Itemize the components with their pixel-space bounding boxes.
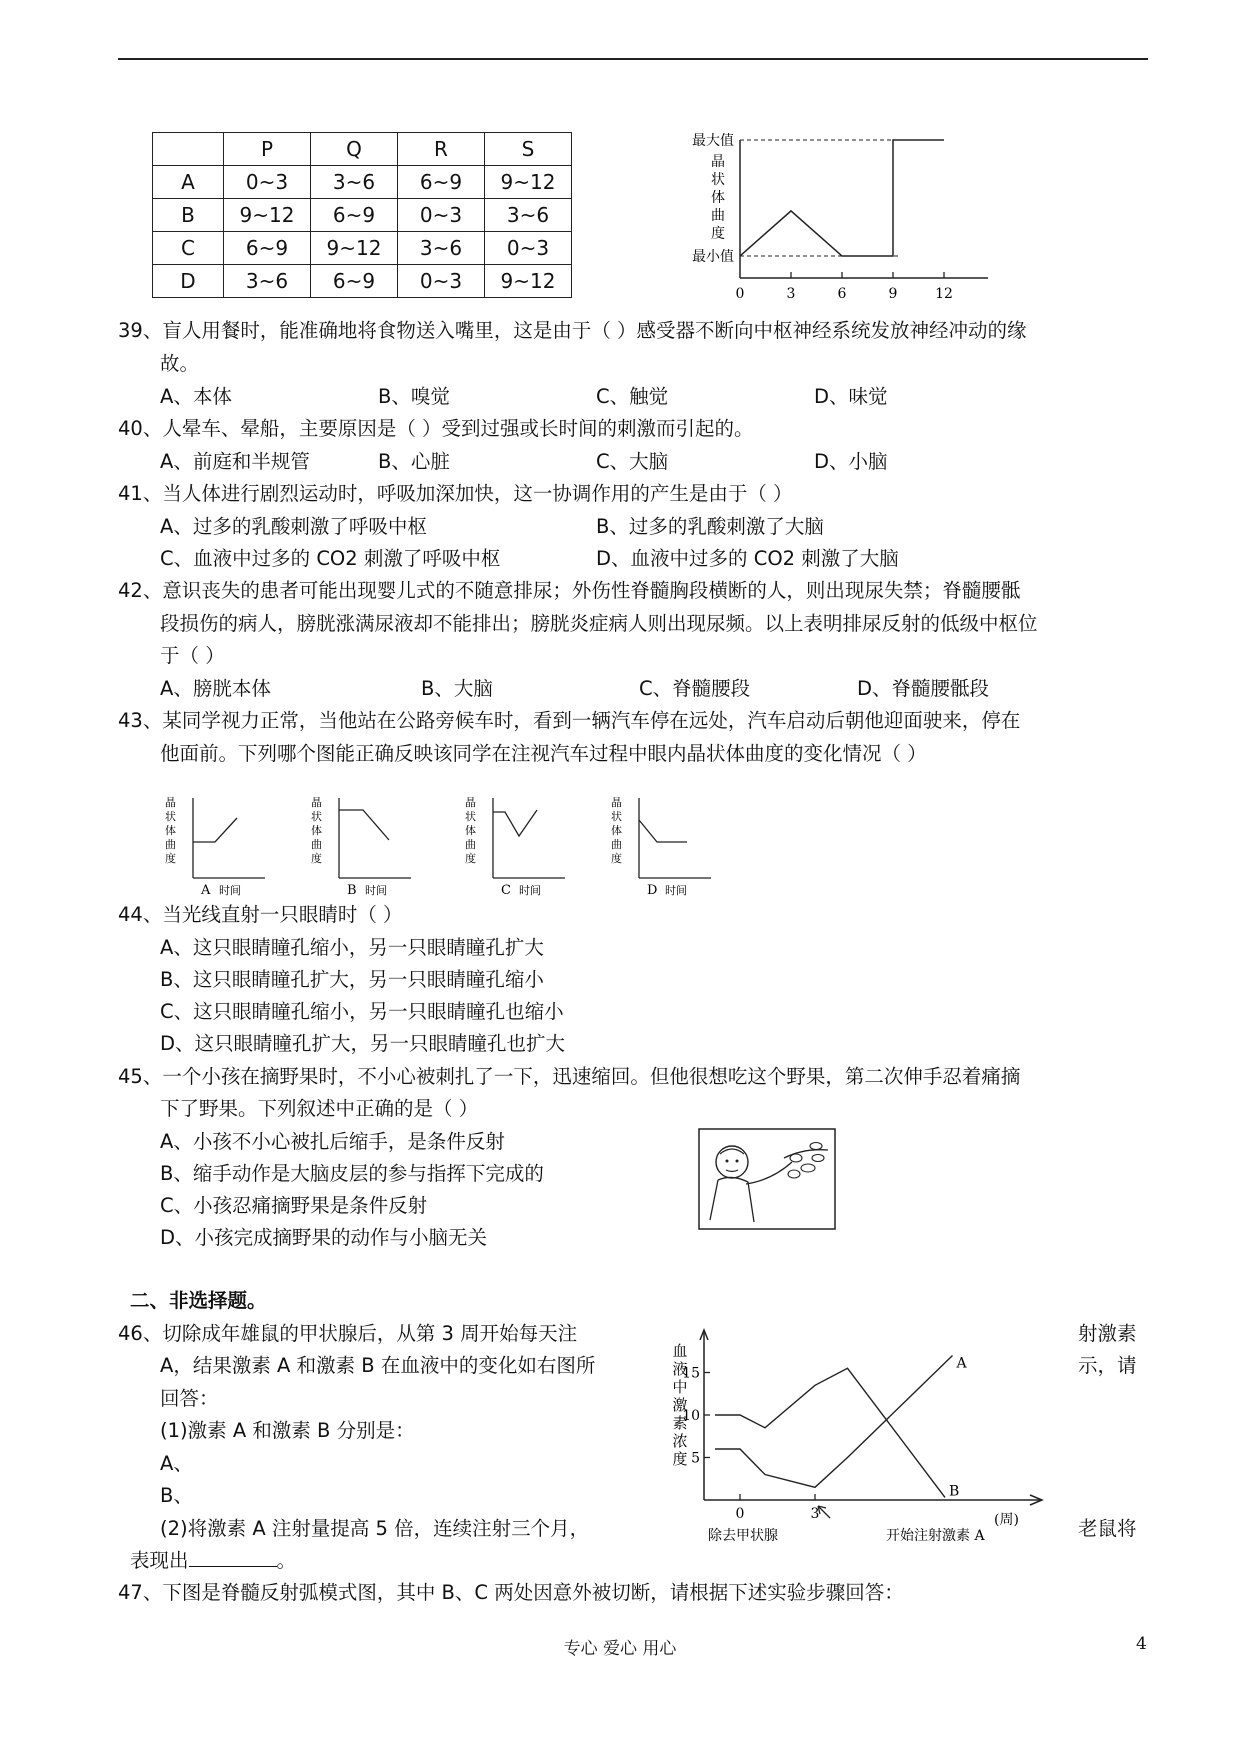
x-tick-label: 12	[935, 286, 953, 302]
mini-curve	[193, 818, 237, 842]
q44-option-c[interactable]: C、这只眼睛瞳孔缩小，另一只眼睛瞳孔也缩小	[160, 1000, 564, 1023]
y-axis-label-char: 浓	[672, 1432, 688, 1450]
q46-line7a: (2)将激素 A 注射量提高 5 倍，连续注射三个月，	[160, 1517, 590, 1540]
mini-curve	[639, 820, 687, 842]
q39-option-d[interactable]: D、味觉	[814, 385, 888, 408]
table-cell: 0~3	[485, 232, 572, 265]
q46-line7b: 老鼠将	[1078, 1517, 1137, 1540]
series-label-b: B	[949, 1483, 960, 1500]
q45-option-c[interactable]: C、小孩忍痛摘野果是条件反射	[160, 1194, 428, 1217]
q40-option-c[interactable]: C、大脑	[596, 450, 669, 473]
q46-line3: 回答：	[160, 1387, 219, 1410]
table-cell: 3~6	[224, 265, 311, 298]
q43-line2: 他面前。下列哪个图能正确反映该同学在注视汽车过程中眼内晶状体曲度的变化情况（ ）	[160, 742, 927, 765]
lens-curve	[740, 140, 944, 256]
table-cell: 9~12	[485, 265, 572, 298]
y-axis-label-char: 血	[672, 1342, 688, 1360]
hormone-b-curve	[715, 1368, 945, 1497]
x-tick-label: 3	[786, 286, 796, 302]
x-tick-label: 3	[810, 1506, 820, 1522]
q46-line2b: 示，请	[1078, 1354, 1137, 1377]
q42-line2: 段损伤的病人，膀胱涨满尿液却不能排出；膀胱炎症病人则出现尿频。以上表明排尿反射的低级中枢位	[160, 612, 1038, 635]
mini-xlabel: 时间	[365, 884, 387, 897]
q41-option-c[interactable]: C、血液中过多的 CO2 刺激了呼吸中枢	[160, 547, 501, 570]
q39-option-a[interactable]: A、本体	[160, 385, 232, 408]
y-axis-label-char: 晶	[711, 154, 725, 170]
arrow-icon	[818, 1506, 830, 1518]
section2-title: 二、非选择题。	[130, 1289, 267, 1312]
q46-line6: B、	[160, 1484, 193, 1507]
q40-option-d[interactable]: D、小脑	[814, 450, 888, 473]
page-number: 4	[1136, 1634, 1147, 1654]
lens-curvature-chart	[670, 126, 1000, 308]
mini-xlabel: 时间	[665, 884, 687, 897]
mini-ylabel-char: 曲	[311, 838, 322, 851]
table-header-row	[153, 133, 572, 166]
table-cell: 9~12	[224, 199, 311, 232]
table-cell: 0~3	[224, 166, 311, 199]
table-cell: 3~6	[485, 199, 572, 232]
q41-option-d[interactable]: D、血液中过多的 CO2 刺激了大脑	[596, 547, 899, 570]
y-tick-label: 10	[682, 1408, 700, 1424]
x-tick-label: 6	[837, 286, 847, 302]
table-cell: 9~12	[311, 232, 398, 265]
mini-curve	[493, 810, 537, 836]
q45-option-d[interactable]: D、小孩完成摘野果的动作与小脑无关	[160, 1226, 488, 1249]
time-table	[152, 132, 572, 298]
q45-line2: 下了野果。下列叙述中正确的是（ ）	[160, 1097, 479, 1120]
q45-option-b[interactable]: B、缩手动作是大脑皮层的参与指挥下完成的	[160, 1162, 544, 1185]
y-tick-label: 5	[691, 1450, 700, 1467]
q39-line2: 故。	[160, 352, 200, 375]
q40-option-b[interactable]: B、心脏	[378, 450, 450, 473]
y-axis-label-char: 素	[672, 1414, 688, 1432]
q44-option-b[interactable]: B、这只眼睛瞳孔扩大，另一只眼睛瞳孔缩小	[160, 968, 544, 991]
mini-ylabel-char: 状	[611, 810, 622, 823]
y-tick-max: 最大值	[692, 133, 734, 149]
child-picking-fruit-illustration	[698, 1128, 836, 1230]
y-tick-label: 15	[682, 1365, 700, 1382]
mini-ylabel-char: 状	[165, 810, 176, 823]
q41-option-b[interactable]: B、过多的乳酸刺激了大脑	[596, 515, 824, 538]
table-cell: P	[224, 133, 311, 166]
mini-label-c: C	[501, 883, 511, 898]
table-row	[153, 232, 572, 265]
q46-line2a: A，结果激素 A 和激素 B 在血液中的变化如右图所	[160, 1354, 596, 1377]
table-cell: 9~12	[485, 166, 572, 199]
q42-option-d[interactable]: D、脊髓腰骶段	[857, 677, 990, 700]
table-cell: S	[485, 133, 572, 166]
q40-line1: 40、人晕车、晕船，主要原因是（ ）受到过强或长时间的刺激而引起的。	[118, 417, 754, 440]
q46-line8-end: 。	[276, 1549, 297, 1572]
table-row	[153, 166, 572, 199]
y-axis-label-char: 度	[711, 226, 725, 242]
table-cell: 6~9	[398, 166, 485, 199]
mini-ylabel-char: 体	[165, 824, 176, 837]
mini-ylabel-char: 晶	[311, 796, 322, 809]
q46-line8	[130, 1548, 296, 1574]
q42-line3: 于（ ）	[160, 644, 225, 667]
q46-answer-blank[interactable]	[189, 1548, 277, 1567]
q39-option-b[interactable]: B、嗅觉	[378, 385, 450, 408]
annotation-start-injection: 开始注射激素 A	[886, 1528, 985, 1544]
mini-ylabel-char: 状	[311, 810, 322, 823]
mini-curve	[339, 810, 389, 840]
y-axis-label-char: 液	[672, 1360, 688, 1378]
q40-option-a[interactable]: A、前庭和半规管	[160, 450, 310, 473]
mini-ylabel-char: 曲	[165, 838, 176, 851]
table-cell: 6~9	[311, 199, 398, 232]
q42-line1: 42、意识丧失的患者可能出现婴儿式的不随意排尿；外伤性脊髓胸段横断的人，则出现尿失禁；脊髓腰骶	[118, 579, 1021, 602]
q46-line5: A、	[160, 1452, 193, 1475]
mini-ylabel-char: 晶	[465, 796, 476, 809]
x-unit-label: (周)	[994, 1512, 1019, 1528]
table-row	[153, 199, 572, 232]
q42-option-c[interactable]: C、脊髓腰段	[639, 677, 751, 700]
table-cell: Q	[311, 133, 398, 166]
mini-label-a: A	[201, 883, 211, 898]
mini-ylabel-char: 状	[465, 810, 476, 823]
table-cell: 6~9	[311, 265, 398, 298]
annotation-thyroid-removed: 除去甲状腺	[708, 1528, 778, 1544]
table-cell: 3~6	[398, 232, 485, 265]
mini-ylabel-char: 度	[465, 852, 476, 865]
q46-line1a: 46、切除成年雄鼠的甲状腺后，从第 3 周开始每天注	[118, 1322, 578, 1345]
table-cell: A	[153, 166, 224, 199]
q44-option-a[interactable]: A、这只眼睛瞳孔缩小，另一只眼睛瞳孔扩大	[160, 936, 544, 959]
y-axis-label-char: 度	[672, 1450, 688, 1468]
mini-ylabel-char: 晶	[611, 796, 622, 809]
mini-label-d: D	[647, 883, 658, 898]
mini-chart-d[interactable]	[611, 796, 711, 898]
q41-option-a[interactable]: A、过多的乳酸刺激了呼吸中枢	[160, 515, 427, 538]
mini-chart-a[interactable]	[165, 796, 265, 898]
y-tick-min: 最小值	[692, 249, 734, 265]
mini-ylabel-char: 晶	[165, 796, 176, 809]
mini-label-b: B	[347, 883, 357, 898]
hormone-concentration-chart	[660, 1322, 1060, 1548]
mini-chart-c[interactable]	[465, 796, 565, 898]
q46-line1b: 射激素	[1078, 1322, 1137, 1345]
q44-line1: 44、当光线直射一只眼睛时（ ）	[118, 903, 403, 926]
q45-option-a[interactable]: A、小孩不小心被扎后缩手，是条件反射	[160, 1130, 505, 1153]
table-cell: 0~3	[398, 199, 485, 232]
mini-chart-b[interactable]	[311, 796, 411, 898]
y-axis-label-char: 体	[711, 190, 725, 206]
footer-slogan: 专心 爱心 用心	[563, 1639, 677, 1659]
x-tick-label: 9	[888, 286, 898, 302]
q39-line1: 39、盲人用餐时，能准确地将食物送入嘴里，这是由于（ ）感受器不断向中枢神经系统发放神经冲动的缘	[118, 319, 1027, 342]
table-cell: C	[153, 232, 224, 265]
table-cell: 3~6	[311, 166, 398, 199]
x-tick-label: 0	[735, 1506, 745, 1522]
q42-option-b[interactable]: B、大脑	[421, 677, 493, 700]
q43-mini-charts	[155, 790, 745, 902]
series-label-a: A	[956, 1355, 967, 1372]
q45-line1: 45、一个小孩在摘野果时，不小心被刺扎了一下，迅速缩回。但他很想吃这个野果，第二次伸手忍着痛摘	[118, 1065, 1021, 1088]
q39-option-c[interactable]: C、触觉	[596, 385, 669, 408]
mini-ylabel-char: 度	[311, 852, 322, 865]
mini-ylabel-char: 体	[311, 824, 322, 837]
mini-xlabel: 时间	[219, 884, 241, 897]
mini-ylabel-char: 曲	[465, 838, 476, 851]
mini-ylabel-char: 体	[611, 824, 622, 837]
mini-ylabel-char: 曲	[611, 838, 622, 851]
q46-line4: (1)激素 A 和激素 B 分别是：	[160, 1419, 415, 1442]
q47-line1: 47、下图是脊髓反射弧模式图，其中 B、C 两处因意外被切断，请根据下述实验步骤回答：	[118, 1581, 904, 1604]
y-axis-label-char: 激	[672, 1396, 688, 1414]
table-cell	[153, 133, 224, 166]
x-tick-label: 0	[735, 286, 745, 302]
table-cell: B	[153, 199, 224, 232]
mini-ylabel-char: 度	[165, 852, 176, 865]
y-axis-label-char: 曲	[711, 208, 725, 224]
y-axis-label-char: 状	[711, 172, 725, 188]
table-row	[153, 265, 572, 298]
table-cell: R	[398, 133, 485, 166]
q46-line8-text: 表现出	[130, 1549, 189, 1572]
y-axis-label-char: 中	[672, 1378, 688, 1396]
q44-option-d[interactable]: D、这只眼睛瞳孔扩大，另一只眼睛瞳孔也扩大	[160, 1032, 566, 1055]
mini-xlabel: 时间	[519, 884, 541, 897]
mini-ylabel-char: 体	[465, 824, 476, 837]
header-rule	[118, 58, 1148, 60]
q42-option-a[interactable]: A、膀胱本体	[160, 677, 271, 700]
table-cell: 0~3	[398, 265, 485, 298]
q43-line1: 43、某同学视力正常，当他站在公路旁候车时，看到一辆汽车停在远处，汽车启动后朝他迎面驶来，停在	[118, 709, 1021, 732]
table-cell: 6~9	[224, 232, 311, 265]
q41-line1: 41、当人体进行剧烈运动时，呼吸加深加快，这一协调作用的产生是由于（ ）	[118, 482, 793, 505]
mini-ylabel-char: 度	[611, 852, 622, 865]
table-cell: D	[153, 265, 224, 298]
